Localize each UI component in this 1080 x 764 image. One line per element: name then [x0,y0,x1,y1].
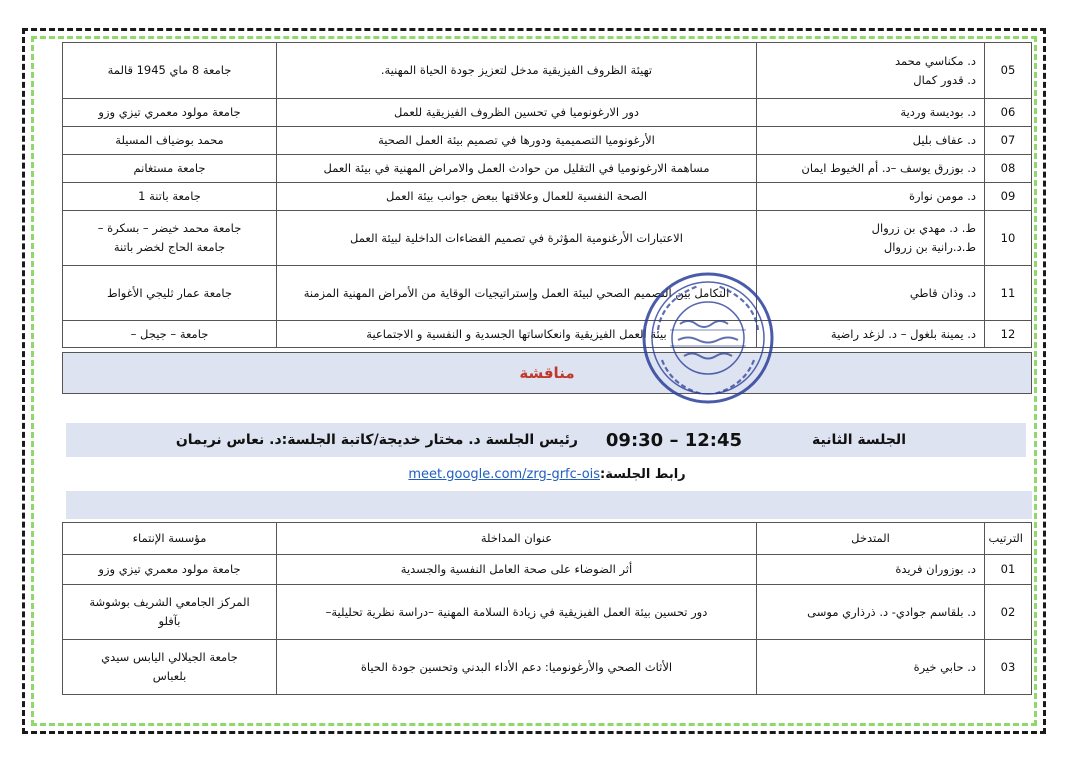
institution-cell [63,99,277,127]
title-cell: بيئة العمل الفيزيقية وانعكاساتها الجسدية و النفسية و الاجتماعية [277,321,757,348]
table-header-row [63,523,1032,555]
table-row [63,99,1032,127]
row-number: 03 [985,640,1032,695]
institution-cell-line: محمد بوضياف المسيلة [115,133,224,148]
session-link[interactable]: meet.google.com/zrg-grfc-ois [408,466,601,482]
table-row [63,640,1032,695]
title-cell: التكامل بين التصميم الصحي لبيئة العمل وإستراتيجيات الوقاية من الأمراض المهنية المزمنة [277,266,757,321]
blank-bar [66,491,1032,519]
header-title: عنوان المداخلة [277,523,757,555]
row-number: 10 [985,211,1032,266]
title-cell: الصحة النفسية للعمال وعلاقتها ببعض جوانب بيئة العمل [277,183,757,211]
institution-cell [63,211,277,266]
table-row [63,266,1032,321]
header-institution: مؤسسة الإنتماء [63,523,277,555]
institution-cell-line: جامعة باتنة 1 [138,189,201,204]
session-header [66,423,1026,457]
speaker-cell [757,155,985,183]
institution-cell-line: المركز الجامعي الشريف بوشوشة [89,595,250,610]
institution-cell [63,155,277,183]
institution-cell-line: جامعة محمد خيضر – بسكرة – [97,221,242,236]
speaker-cell-line: د. عفاف بليل [912,133,976,148]
institution-cell-line: بآفلو [158,614,181,628]
institution-cell [63,183,277,211]
institution-cell-line: جامعة الجيلالي اليابس سيدي [101,650,238,665]
title-cell: الاعتبارات الأرغنومية المؤثرة في تصميم الفضاءات الداخلية لبيئة العمل [277,211,757,266]
speaker-cell [757,99,985,127]
institution-cell [63,127,277,155]
speaker-cell [757,43,985,99]
row-number: 05 [985,43,1032,99]
row-number: 09 [985,183,1032,211]
speaker-cell [757,211,985,266]
table-row [63,585,1032,640]
title-cell: الأثاث الصحي والأرغونوميا: دعم الأداء البدني وتحسين جودة الحياة [277,640,757,695]
institution-cell-line: جامعة مولود معمري تيزي وزو [98,562,241,577]
title-cell: دور تحسين بيئة العمل الفيزيقية في زيادة السلامة المهنية –دراسة نظرية تحليلية– [277,585,757,640]
title-cell: دور الارغونوميا في تحسين الظروف الفيزيقية للعمل [277,99,757,127]
speaker-cell [757,183,985,211]
title-cell: تهيئة الظروف الفيزيقية مدخل لتعزيز جودة الحياة المهنية. [277,43,757,99]
speaker-cell [757,585,985,640]
row-number: 07 [985,127,1032,155]
speaker-cell [757,321,985,348]
row-number: 06 [985,99,1032,127]
institution-cell-line: جامعة الحاج لخضر باتنة [113,240,226,254]
sessions-table-1 [62,42,1032,348]
discussion-banner [62,352,1032,394]
speaker-cell-line: د. بوزرق يوسف –د. أم الخيوط ايمان [801,161,976,176]
institution-cell-line: جامعة عمار ثليجي الأغواط [106,285,233,300]
speaker-cell-line: د. بلقاسم جوادي- د. ذرذاري موسى [807,604,976,619]
speaker-cell-line: د. بوديسة وردية [900,105,976,120]
speaker-cell-line: د. وذان قاطي [909,285,976,300]
speaker-cell [757,266,985,321]
table-row [63,555,1032,585]
institution-cell-line: جامعة مولود معمري تيزي وزو [98,105,241,120]
speaker-cell-line: د. يمينة بلغول – د. لزغد راضية [830,326,976,341]
session-link-label: رابط الجلسة: [600,466,686,482]
institution-cell [63,266,277,321]
title-cell: الأرغونوميا التصميمية ودورها في تصميم بيئة العمل الصحية [277,127,757,155]
discussion-label: مناقشة [519,364,575,382]
institution-cell [63,43,277,99]
header-speaker: المتدخل [757,523,985,555]
row-number: 02 [985,585,1032,640]
session-time: 09:30 – 12:45 [605,429,743,451]
speaker-cell [757,555,985,585]
institution-cell [63,555,277,585]
row-number: 11 [985,266,1032,321]
table-row [63,183,1032,211]
speaker-cell [757,127,985,155]
institution-cell-line: جامعة 8 ماي 1945 قالمة [107,63,232,78]
table-row [63,155,1032,183]
institution-cell [63,640,277,695]
table-row [63,211,1032,266]
institution-cell-line: جامعة مستغانم [133,161,206,176]
speaker-cell-line: د. مومن نوارة [908,189,976,204]
row-number: 08 [985,155,1032,183]
sessions-table-2 [62,522,1032,695]
session-link-row [62,459,1032,489]
title-cell: أثر الضوضاء على صحة العامل النفسية والجسدية [277,555,757,585]
row-number: 12 [985,321,1032,348]
institution-cell-line: بلعباس [152,669,187,683]
speaker-cell-line: د. مكناسي محمد [894,53,976,68]
speaker-cell-line: د. حابي خيرة [913,659,976,674]
table-row [63,127,1032,155]
session-chair: رئيس الجلسة د. مختار خديجة/كاتبة الجلسة:د. نعاس نريمان [175,432,578,448]
speaker-cell-line: ط. د. مهدي بن زروال [871,221,976,236]
table-row [63,321,1032,348]
row-number: 01 [985,555,1032,585]
header-num: الترتيب [985,523,1032,555]
speaker-cell-line: د. بوزوران فريدة [895,562,976,577]
session-label: الجلسة الثانية [812,432,906,448]
institution-cell-line: جامعة – جيجل – [130,326,209,341]
speaker-cell-line: د. قدور كمال [913,72,976,87]
institution-cell [63,321,277,348]
table-row [63,43,1032,99]
speaker-cell [757,640,985,695]
lab-stamp [640,270,776,406]
title-cell: مساهمة الارغونوميا في التقليل من حوادث العمل والامراض المهنية في بيئة العمل [277,155,757,183]
speaker-cell-line: ط.د.رانية بن زروال [883,240,976,254]
institution-cell [63,585,277,640]
